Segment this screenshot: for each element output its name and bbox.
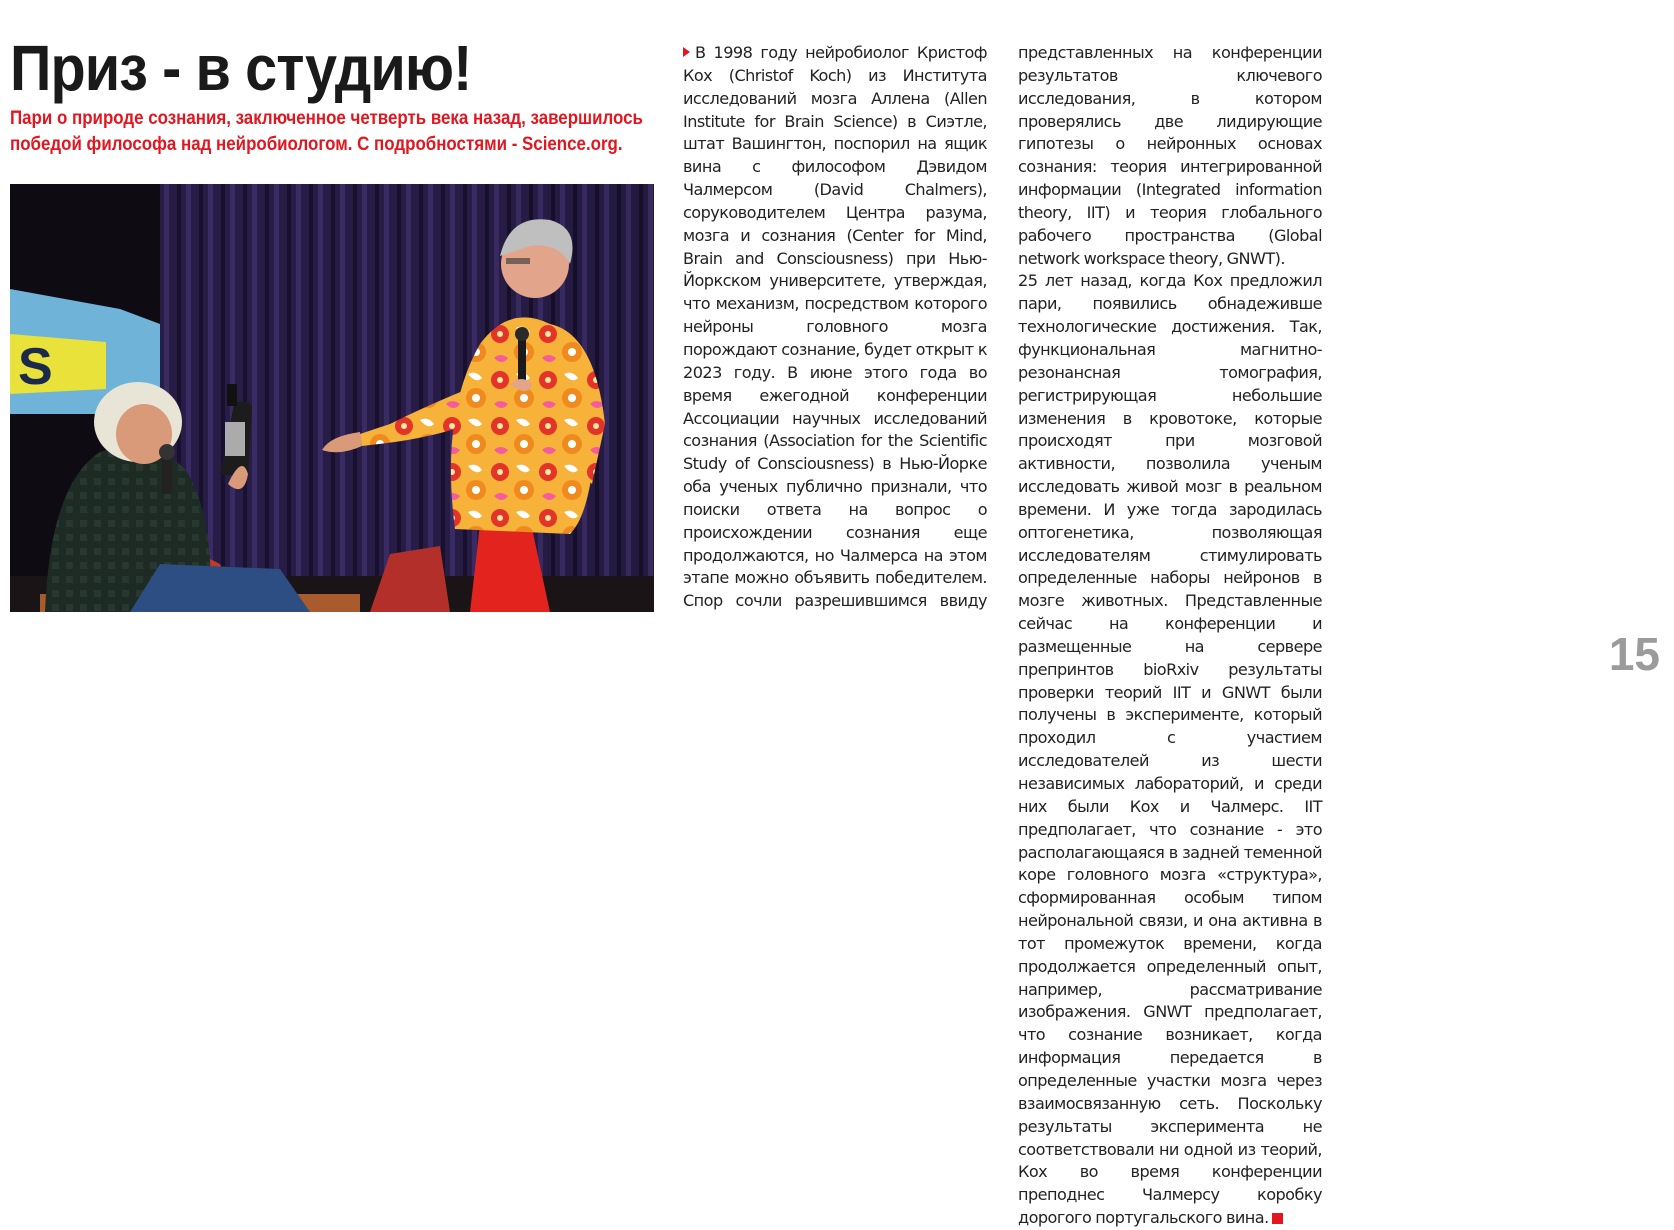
- paragraph-1-text: представленных на конференции результатов ключевого исследования, в котором проверялись две лидирующие гипотезы о нейронных основах сознания: теория интегрированной информации (Integrated information theory, IIT) и теория глобального рабочего пространства (Global network workspace theory, GNWT).: [1018, 43, 1322, 268]
- article-deck: Пари о природе сознания, заключенное четверть века назад, завершилось победой философа над нейробиологом. С подробностями - Science.org.: [10, 108, 643, 155]
- banner-text: S: [18, 338, 53, 396]
- lead-marker-icon: [683, 47, 690, 57]
- lead-paragraph-continued: [1018, 42, 1322, 270]
- lead-paragraph: [683, 42, 987, 613]
- text-column-2: [1018, 42, 1322, 1228]
- end-of-article-icon: [1272, 1213, 1283, 1224]
- article-headline: Приз - в студию!: [10, 32, 472, 104]
- paragraph-2-text: 25 лет назад, когда Кох предложил пари, появились обнадеживше технологические достижения. Так, функциональная магнитно-резонансная томография, регистрирующая небольшие изменения в кровотоке, которые происходят при мозговой активности, позволила ученым исследовать живой мозг в реальном времени. И уже тогда зародилась оптогенетика, позволяющая исследователям стимулировать определенные наборы нейронов в мозге животных. Представленные сейчас на конференции и размещенные на сервере препринтов bioRxiv результаты проверки теорий IIT и GNWT были получены в эксперименте, который проходил с участием исследователей из шести независимых лабораторий, и среди них были Кох и Чалмерс. IIT предполагает, что сознание - это располагающаяся в задней теменной коре головного мозга «структура», сформированная особым типом нейрональной связи, и она активна в тот промежуток времени, когда продолжается определенный опыт, например, рассматривание изображения. GNWT предполагает, что сознание возникает, когда информация передается в определенные участки мозга через взаимосвязанную сеть. Поскольку результаты эксперимента не соответствовали ни одной из теорий, Кох во время конференции преподнес Чалмерсу коробку дорогого португальского вина.: [1018, 271, 1322, 1228]
- article-photo: [10, 184, 654, 612]
- paragraph-1-text: В 1998 году нейробиолог Кристоф Кох (Christof Koch) из Института исследований мозга Аллена (Allen Institute for Brain Science) в Сиэтле, штат Вашингтон, поспорил на ящик вина с философом Дэвидом Чалмерсом (David Chalmers), соруководителем Центра разума, мозга и сознания (Center for Mind, Brain and Consciousness) при Нью-Йоркском университете, утверждая, что механизм, посредством которого нейроны головного мозга порождают сознание, будет открыт к 2023 году. В июне этого года во время ежегодной конференции Ассоциации научных исследований сознания (Association for the Scientific Study of Consciousness) в Нью-Йорке оба ученых публично признали, что поиски ответа на вопрос о происхождении сознания еще продолжаются, но Чалмерса на этом этапе можно объявить победителем. Спор сочли разрешившимся ввиду: [683, 43, 987, 611]
- page-number: 15: [1608, 628, 1660, 680]
- paragraph-2-continued: [1018, 270, 1322, 1229]
- text-column-3: [1352, 42, 1660, 622]
- text-column-1: [683, 42, 987, 622]
